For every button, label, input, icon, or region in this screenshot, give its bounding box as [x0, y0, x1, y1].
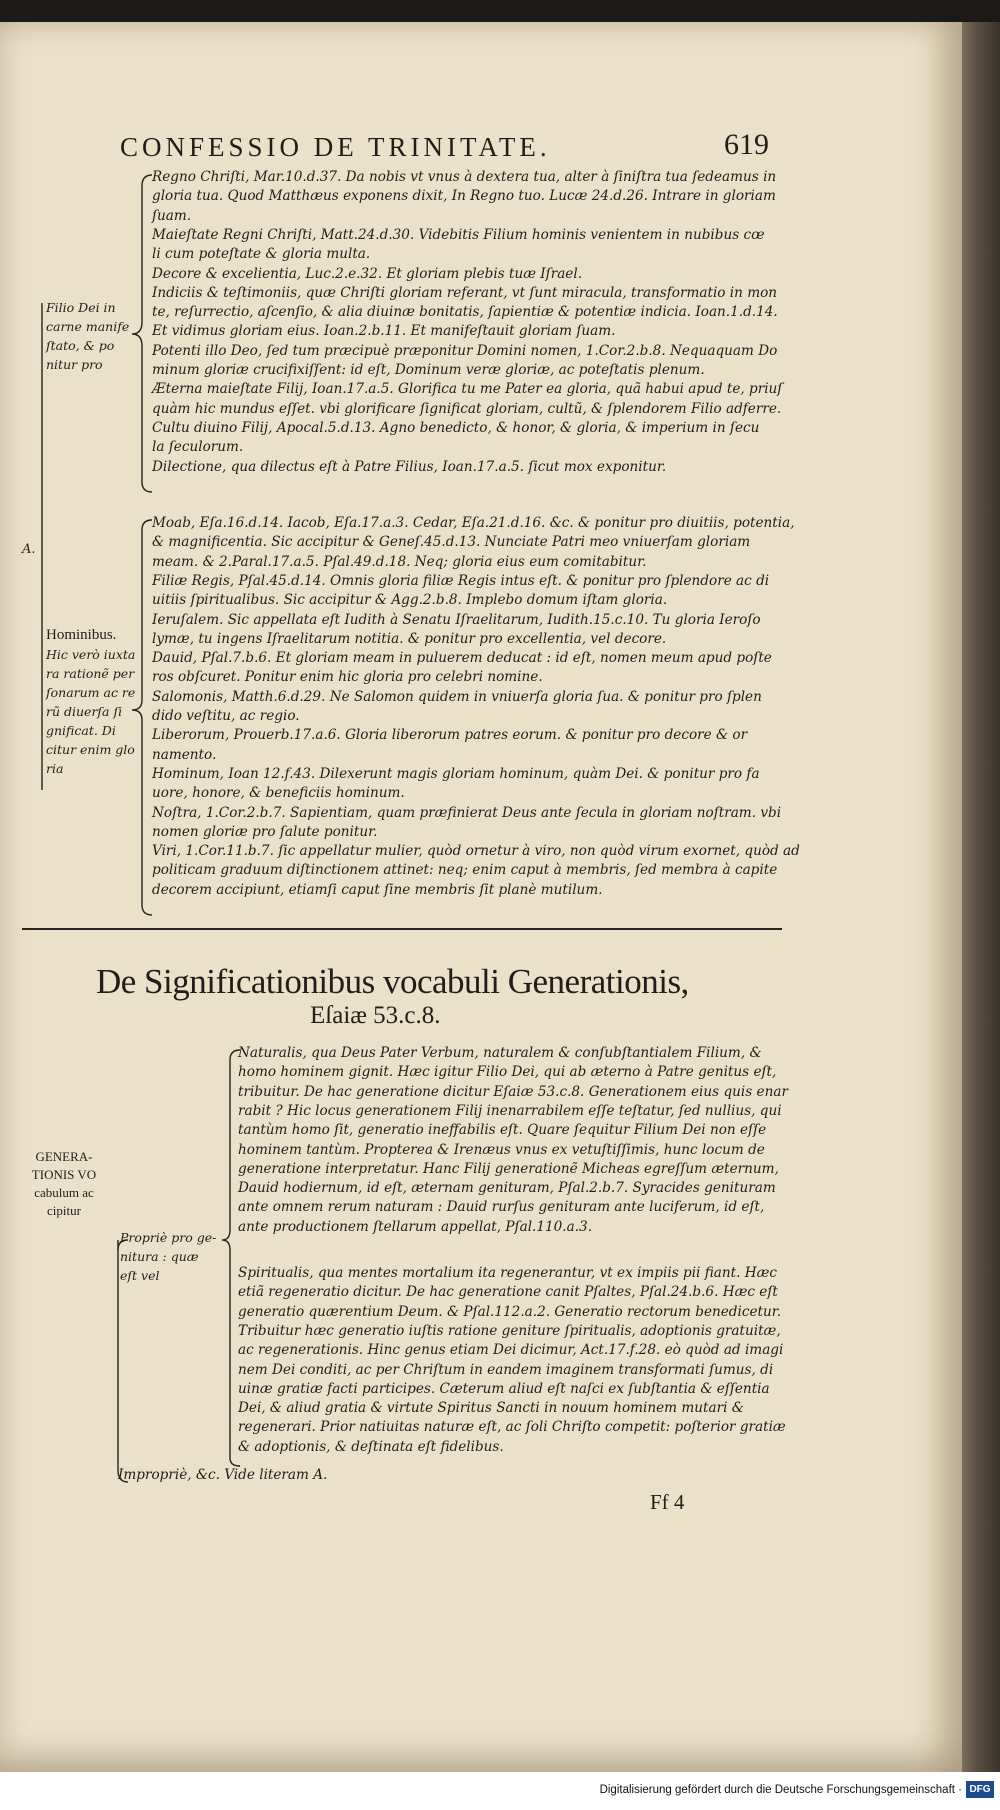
entry-continuation: homo hominem gignit. Hæc igitur Filio Dei, qui ab æterno à Patre genitus eſt,: [238, 1064, 777, 1081]
entry-continuation: dido veſtitu, ac regio.: [152, 708, 300, 724]
generationis-label: GENERA- TIONIS VO cabulum ac cipitur: [31, 1149, 97, 1218]
improprie-line: Impropriè, &c. Vide literam A.: [118, 1467, 328, 1483]
entry-continuation: tribuitur. De hac generatione dicitur Eſaiæ 53.c.8. Generationem eius quis enar: [238, 1083, 788, 1100]
entry-continuation: nomen gloriæ pro ſalute ponitur.: [152, 823, 378, 840]
section-title: De Significationibus vocabuli Generationis,: [96, 962, 689, 1001]
entry-first-line: Moab, Eſa.16.d.14. Iacob, Eſa.17.a.3. Cedar, Eſa.21.d.16. &c. & ponitur pro diuitiis, potentia,: [152, 515, 795, 531]
entry-first-line: Decore & excelientia, Luc.2.e.32. Et gloriam plebis tuæ Iſrael.: [152, 265, 583, 282]
section-divider: [22, 928, 782, 930]
entry-first-line: Maieſtate Regni Chriſti, Matt.24.d.30. Videbitis Filium hominis venientem in nubibus cœ: [152, 226, 765, 243]
entry-continuation: Tribuitur hæc generatio iuſtis ratione geniture ſpiritualis, adoptionis gratuitæ,: [238, 1322, 781, 1339]
entry-continuation: gloria tua. Quod Matthæus exponens dixit, In Regno tuo. Lucæ 24.d.26. Intrare in gloriam: [152, 188, 776, 205]
entry-continuation: uinæ gratiæ facti participes. Cæterum aliud eſt naſci ex ſubſtantia & eſſentia: [238, 1380, 770, 1397]
entry-continuation: uore, honore, & beneficiis hominum.: [152, 785, 405, 802]
entry-continuation: regenerari. Prior natiuitas naturæ eſt, ac ſoli Chriſto competit: poſterior gratiæ: [238, 1419, 786, 1436]
entry-continuation: Et vidimus gloriam eius. Ioan.2.b.11. Et manifeſtauit gloriam ſuam.: [152, 323, 616, 340]
entry-first-line: Viri, 1.Cor.11.b.7. ſic appellatur mulier, quòd ornetur à viro, non quòd virum exornet, quòd ad: [152, 843, 800, 860]
entry-continuation: minum gloriæ crucifixiſſent: id eſt, Dominum veræ gloriæ, ac poteſtatis plenum.: [152, 362, 705, 378]
entry-continuation: uitiis ſpiritualibus. Sic accipitur & Agg.2.b.8. Implebo domum iſtam gloria.: [152, 592, 668, 609]
entry-first-line: Æterna maieſtate Filij, Ioan.17.a.5. Glorifica tu me Pater ea gloria, quã habui apud te, priuſ: [152, 381, 783, 398]
page-number: 619: [724, 128, 769, 161]
entry-continuation: & adoptionis, & deſtinata eſt fidelibus.: [238, 1438, 504, 1455]
entry-continuation: ros obſcuret. Ponitur enim hic gloria pro celebri nomine.: [152, 669, 543, 686]
section-subtitle: Eſaiæ 53.c.8.: [310, 1002, 441, 1029]
entry-first-line: Filiæ Regis, Pſal.45.d.14. Omnis gloria filiæ Regis intus eſt. & ponitur pro ſplendore ac di: [152, 572, 770, 589]
entry-first-line: Ieruſalem. Sic appellata eſt Iudith à Senatu Iſraelitarum, Iudith.15.c.10. Tu gloria Ieroſo: [152, 611, 761, 628]
entry-continuation: nem Dei conditi, ac per Chriſtum in eandem imaginem transformati ſumus, di: [238, 1361, 774, 1378]
entry-continuation: ſuam.: [152, 207, 192, 224]
entry-continuation: la ſeculorum.: [152, 439, 244, 456]
entry-continuation: generatio quærentium Deum. & Pſal.112.a.2. Generatio rectorum benedicetur.: [238, 1303, 782, 1320]
entry-continuation: ante omnem rerum naturam : Dauid rurſus genituram ante luciferum, id eſt,: [238, 1199, 765, 1216]
entry-first-line: Potenti illo Deo, ſed tum præcipuè præponitur Domini nomen, 1.Cor.2.b.8. Nequaquam Do: [152, 342, 778, 359]
entry-first-line: Noſtra, 1.Cor.2.b.7. Sapientiam, quam præfinierat Deus ante ſecula in gloriam noſtram. vbi: [152, 804, 782, 821]
entry-continuation: ante productionem ſtellarum appellat, Pſal.110.a.3.: [238, 1218, 593, 1235]
entry-first-line: Dilectione, qua dilectus eſt à Patre Filius, Ioan.17.a.5. ſicut mox exponitur.: [152, 458, 667, 475]
entry-first-line: Salomonis, Matth.6.d.29. Ne Salomon quidem in vniuerſa gloria ſua. & ponitur pro ſplen: [152, 688, 762, 705]
entry-continuation: namento.: [152, 746, 217, 763]
entry-continuation: generatione interpretatur. Hanc Filij generationẽ Micheas egreſſum æternum,: [238, 1160, 779, 1177]
entry-first-line: Hominum, Ioan 12.f.43. Dilexerunt magis gloriam hominum, quàm Dei. & ponitur pro fa: [152, 765, 760, 782]
entry-first-line: Dauid, Pſal.7.b.6. Et gloriam meam in puluerem deducat : id eſt, nomen meum apud poſte: [152, 650, 772, 667]
entry-continuation: politicam graduum diſtinctionem attinet: neq; enim caput à membris, ſed membra à capite: [152, 862, 778, 879]
entry-first-line: Regno Chriſti, Mar.10.d.37. Da nobis vt vnus à dextera tua, alter à ſiniſtra tua ſedeamus in: [152, 169, 777, 185]
proprie-label: Propriè pro ge- nitura : quæ eſt vel: [120, 1230, 217, 1283]
entry-continuation: ac regenerationis. Hinc genus etiam Dei dicimur, Act.17.f.28. eò quòd ad imagi: [238, 1342, 784, 1359]
entry-continuation: decorem accipiunt, etiamſi caput ſine membris ſit planè mutilum.: [152, 881, 603, 898]
hominibus-label: Hominibus. Hic verò iuxta ra rationẽ per ſonarum ac re rũ diuerſa ſi gnificat. Di citur enim glo ria: [46, 627, 136, 776]
entry-continuation: meam. & 2.Paral.17.a.5. Pſal.49.d.18. Neq; gloria eius eum comitabitur.: [152, 553, 647, 570]
entry-first-line: Naturalis, qua Deus Pater Verbum, naturalem & conſubſtantialem Filium, &: [238, 1045, 762, 1061]
entry-continuation: & magnificentia. Sic accipitur & Geneſ.45.d.13. Nunciate Patri meo vniuerſam gloriam: [152, 534, 751, 551]
entry-continuation: te, reſurrectio, aſcenſio, & alia diuinæ bonitatis, ſapientiæ & potentiæ indicia. Ioan.1.d.14.: [152, 304, 778, 321]
entry-continuation: rabit ? Hic locus generationem Filij inenarrabilem eſſe teſtatur, ſed nullius, qui: [238, 1102, 782, 1119]
signature-mark: Ff 4: [650, 1490, 685, 1514]
entry-first-line: Spiritualis, qua mentes mortalium ita regenerantur, vt ex impiis pii fiant. Hæc: [238, 1265, 777, 1281]
running-title: CONFESSIO DE TRINITATE.: [120, 132, 551, 162]
entry-continuation: hominem tantùm. Propterea & Irenæus vnus ex vetuſtiſſimis, hunc locum de: [238, 1141, 765, 1158]
entry-first-line: Liberorum, Prouerb.17.a.6. Gloria liberorum patres eorum. & ponitur pro decore & or: [152, 727, 748, 744]
filio-label: Filio Dei in carne manife ſtato, & po nitur pro: [46, 300, 130, 372]
entry-continuation: Dauid hodiernum, id eſt, æternam genituram, Pſal.2.b.7. Syracides genituram: [238, 1180, 776, 1197]
entry-continuation: Dei, & aliud gratia & virtute Spiritus Sancti in nouum hominem mutari &: [238, 1400, 744, 1417]
a-mark: A.: [22, 542, 36, 557]
entry-continuation: tantùm homo ſit, generatio ineffabilis eſt. Quare ſequitur Filium Dei non eſſe: [238, 1122, 767, 1139]
dfg-logo: DFG: [966, 1781, 994, 1798]
entry-continuation: etiã regeneratio dicitur. De hac generatione canit Pſaltes, Pſal.24.b.6. Hæc eſt: [238, 1284, 778, 1301]
entry-first-line: Indiciis & teſtimoniis, quæ Chriſti gloriam referant, vt ſunt miracula, transformatio in mon: [152, 284, 778, 301]
entry-first-line: Cultu diuino Filij, Apocal.5.d.13. Agno benedicto, & honor, & gloria, & imperium in ſecu: [152, 419, 760, 436]
funding-credit: Digitalisierung gefördert durch die Deutsche Forschungsgemeinschaft ·: [599, 1784, 962, 1796]
entry-continuation: lymæ, tu ingens Iſraelitarum notitia. & ponitur pro excellentia, vel decore.: [152, 630, 667, 647]
entry-continuation: quàm hic mundus eſſet. vbi glorificare ſignificat gloriam, cultũ, & ſplendorem Filio adferre.: [152, 400, 782, 417]
digitization-footer: [0, 1772, 1000, 1810]
entry-continuation: li cum poteſtate & gloria multa.: [152, 246, 371, 263]
